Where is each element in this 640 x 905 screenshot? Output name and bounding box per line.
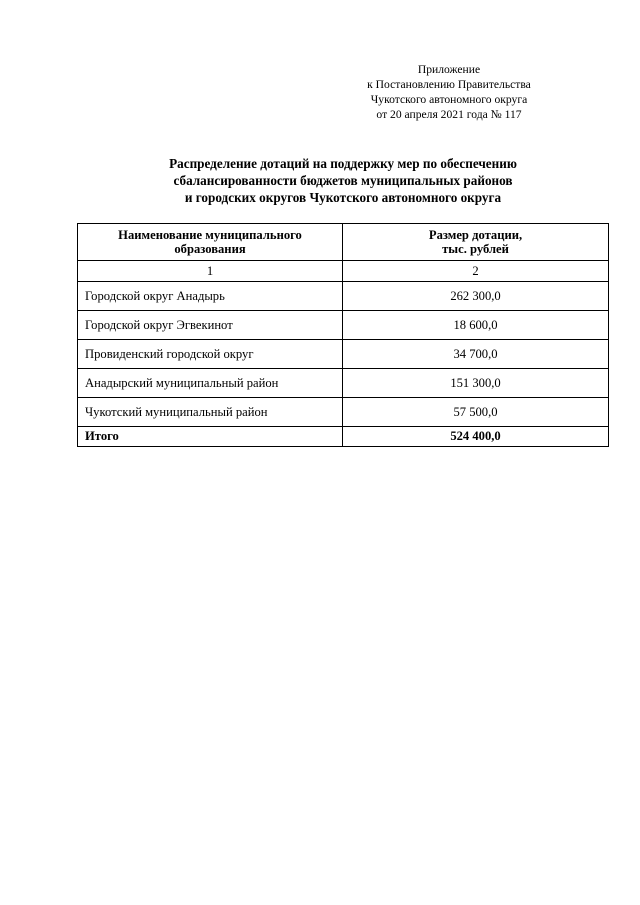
municipality-name: Провиденский городской округ (78, 340, 343, 369)
title-line-1: Распределение дотаций на поддержку мер по обеспечению (169, 156, 517, 171)
municipality-name: Городской округ Эгвекинот (78, 311, 343, 340)
table-header-row (78, 224, 609, 261)
title-line-3: и городских округов Чукотского автономного округа (184, 190, 502, 205)
subsidy-value: 262 300,0 (343, 282, 609, 311)
header-municipality-line-2: образования (174, 242, 246, 256)
subsidy-value: 34 700,0 (343, 340, 609, 369)
title-line-2: сбалансированности бюджетов муниципальных районов (173, 173, 513, 188)
appendix-date-number: от 20 апреля 2021 года № 117 (376, 108, 522, 121)
appendix-resolution-ref: к Постановлению Правительства (367, 78, 531, 91)
total-row (78, 427, 609, 447)
total-label: Итого (78, 427, 343, 447)
table-row (78, 282, 609, 311)
subsidy-value: 18 600,0 (343, 311, 609, 340)
subsidy-table (77, 223, 609, 447)
document-title (78, 155, 608, 206)
appendix-label: Приложение (417, 63, 481, 76)
table-row (78, 311, 609, 340)
header-subsidy-amount (343, 224, 609, 261)
subsidy-value: 151 300,0 (343, 369, 609, 398)
column-number-2: 2 (343, 261, 609, 282)
total-value: 524 400,0 (343, 427, 609, 447)
table-row (78, 369, 609, 398)
header-municipality-line-1: Наименование муниципального (118, 228, 302, 242)
municipality-name: Анадырский муниципальный район (78, 369, 343, 398)
column-number-1: 1 (78, 261, 343, 282)
header-municipality (78, 224, 343, 261)
appendix-header (329, 62, 569, 122)
subsidy-value: 57 500,0 (343, 398, 609, 427)
column-number-row (78, 261, 609, 282)
header-amount-line-1: Размер дотации, (428, 228, 523, 242)
table-row (78, 340, 609, 369)
appendix-region-name: Чукотского автономного округа (370, 93, 528, 106)
municipality-name: Чукотский муниципальный район (78, 398, 343, 427)
header-amount-line-2: тыс. рублей (442, 242, 509, 256)
municipality-name: Городской округ Анадырь (78, 282, 343, 311)
table-row (78, 398, 609, 427)
